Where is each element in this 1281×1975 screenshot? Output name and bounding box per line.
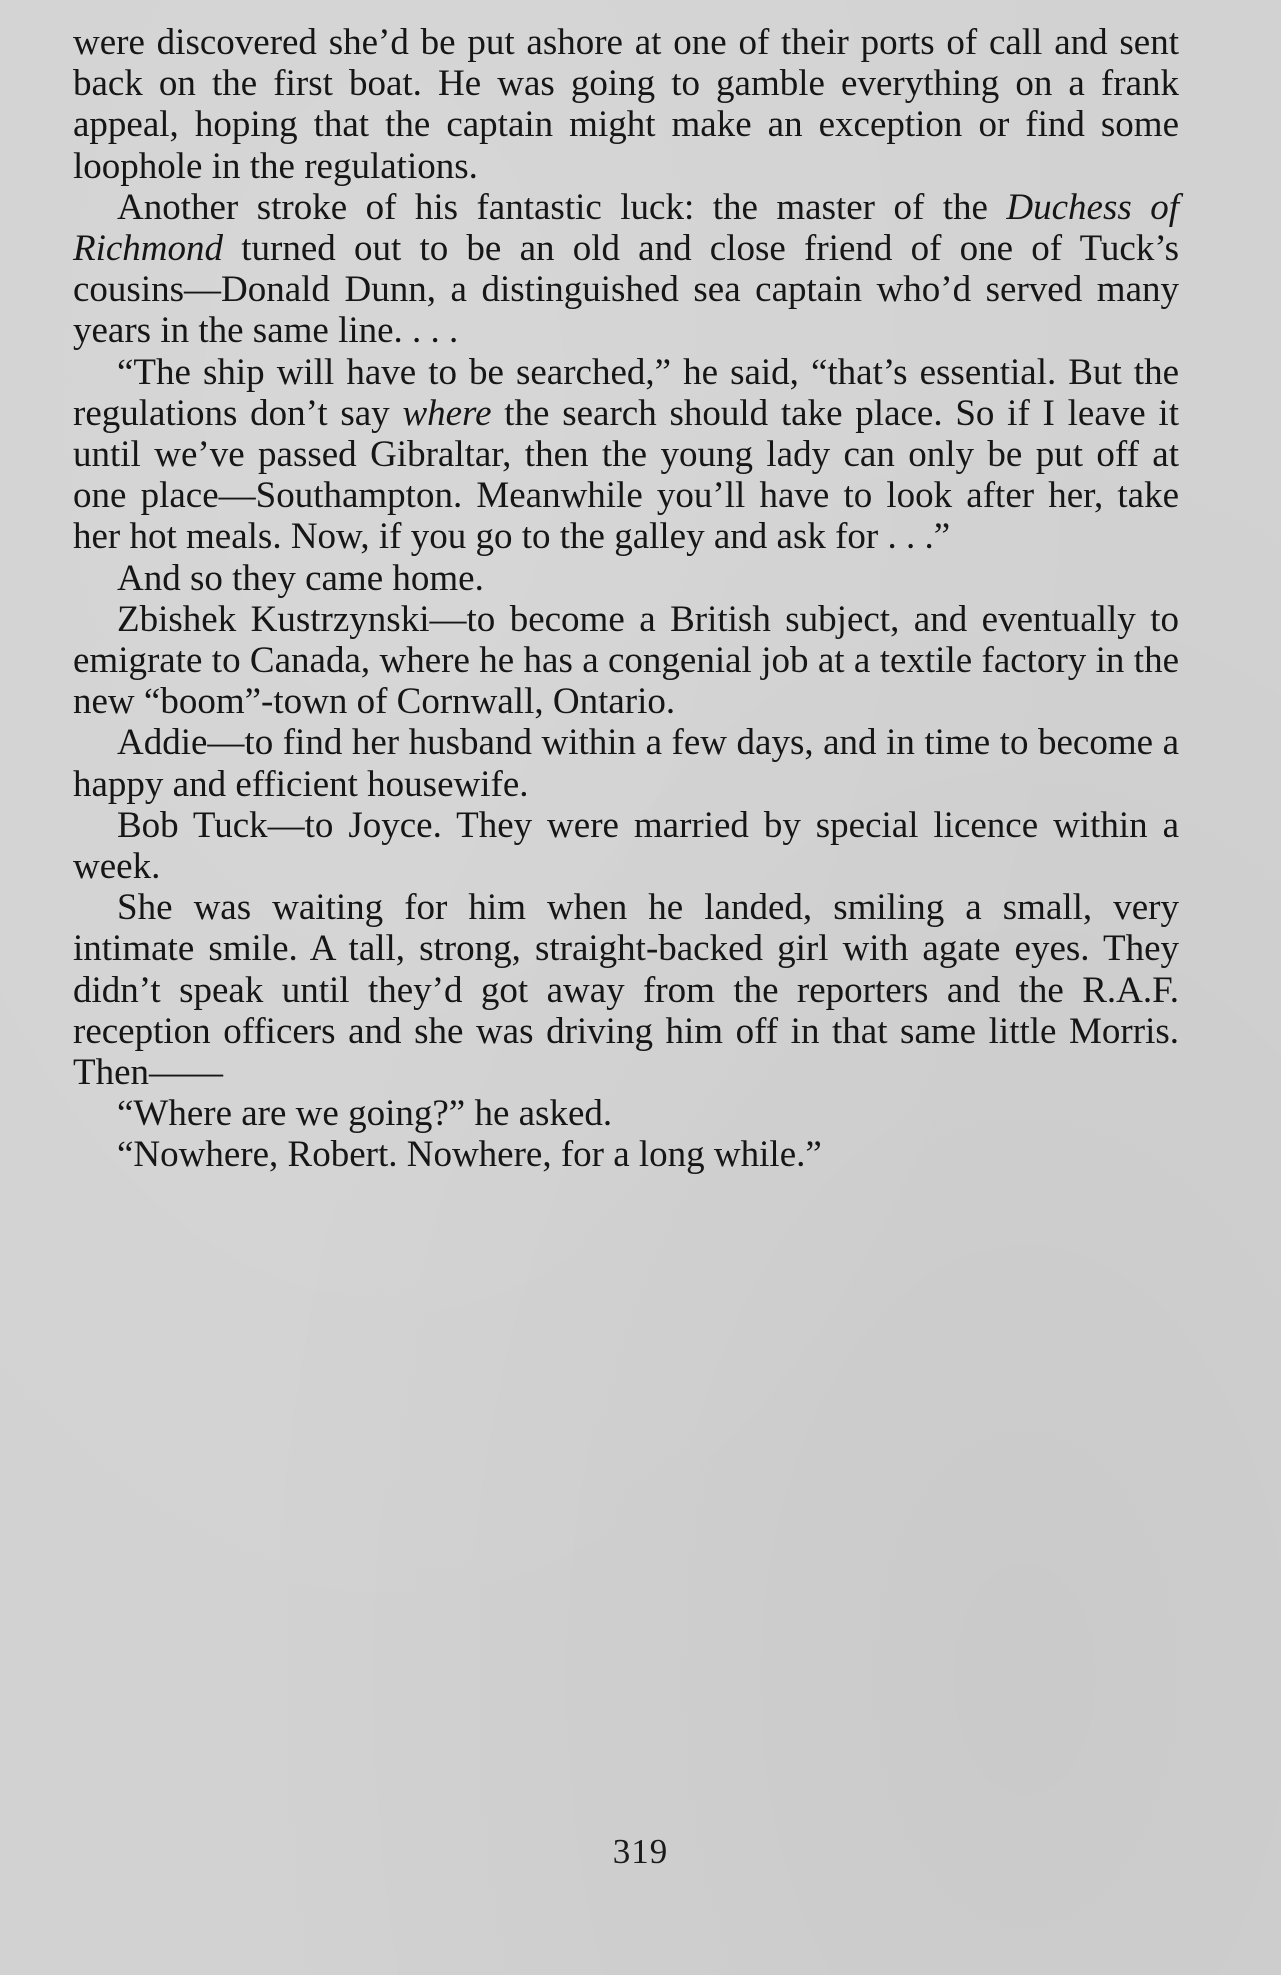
paragraph-addie: Addie—to find her husband within a few days, and in time to become a happy and efficient housewife. [73, 722, 1179, 805]
ship-name-italic: Duchess of Richmond [73, 186, 1179, 270]
text-run: “The ship will have to be searched,” he said, “that’s essential. But the regulations don’t say [73, 351, 1179, 434]
emphasis-where: where [402, 392, 492, 434]
paragraph-zbishek: Zbishek Kustrzynski—to become a British subject, and eventually to emigrate to Canada, where he has a congenial job at a textile factory in the new “boom”-town of Cornwall, Ontario. [73, 598, 1179, 723]
paragraph-came-home: And so they came home. [117, 557, 484, 599]
page-number: 319 [612, 1832, 669, 1871]
paragraph-ship-searched [73, 352, 1179, 558]
paragraph-continuation: were discovered she’d be put ashore at one of their ports of call and sent back on the first boat. He was going to gamble everything on a frank appeal, hoping that the captain might make an exception or find some loophole in the regulations. [73, 22, 1179, 187]
text-run: Another stroke of his fantastic luck: the master of the [117, 186, 1007, 228]
paragraph-waiting: She was waiting for him when he landed, smiling a small, very intimate smile. A tall, strong, straight-backed girl with agate eyes. They didn’t speak until they’d got away from the reporters and the R.A.F. reception officers and she was driving him off in that same little Morris. Then—— [73, 887, 1179, 1094]
text-run: the search should take place. So if I leave it until we’ve passed Gibraltar, then the young lady can only be put off at one place—Southampton. Meanwhile you’ll have to look after her, take her hot meals. Now, if you go to the galley and ask for . . .” [73, 392, 1179, 558]
paragraph-where-going: “Where are we going?” he asked. [117, 1093, 613, 1135]
paragraph-nowhere: “Nowhere, Robert. Nowhere, for a long while.” [117, 1134, 822, 1176]
paragraph-duchess-of-richmond [73, 187, 1179, 352]
paragraph-bob-tuck: Bob Tuck—to Joyce. They were married by special licence within a week. [73, 804, 1179, 888]
body-text [73, 22, 1179, 1176]
text-run: turned out to be an old and close friend of one of Tuck’s cousins—Donald Dunn, a distinguished sea captain who’d served many years in the same line. . . . [73, 228, 1179, 352]
